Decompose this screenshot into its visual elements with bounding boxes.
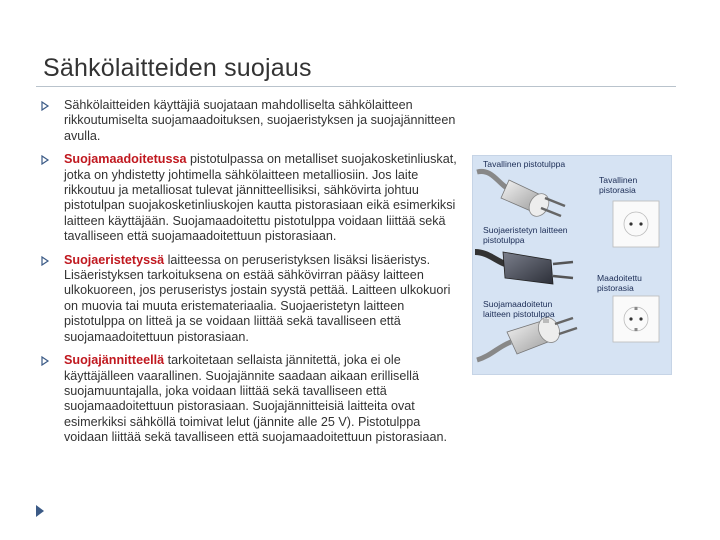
- label-grounded-plug-line2: laitteen pistotulppa: [483, 309, 555, 319]
- bullet-arrow-icon: [40, 356, 50, 366]
- bullet-list: [36, 98, 466, 454]
- bullet-item: [36, 152, 466, 244]
- bullet-text: pistotulpassa on metalliset suojakosketinliuskat, jotka on yhdistetty johtimella sähkölaitteen metalliosiin. Jos laite rikkoutuu ja metalliosat tulevat jännitteellisiksi, sähkövirta johtuu pistotulpan suojakosketinliuskojen kautta pistorasiaan eikä esimerkiksi laitteen käyttäjään. Suojamaadoitettu pistotulppa voidaan liittää sekä tavalliseen että suojamaadoitettuun pistorasiaan.: [64, 152, 457, 244]
- title-divider: [36, 86, 676, 87]
- bullet-bold-term: Suojajännitteellä: [64, 353, 165, 368]
- bullet-bold-term: Suojamaadoitetussa: [64, 152, 187, 167]
- bullet-arrow-icon: [40, 256, 50, 266]
- bullet-arrow-icon: [40, 101, 50, 111]
- grounded-socket-icon: [613, 296, 659, 342]
- label-regular-plug: Tavallinen pistotulppa: [483, 159, 566, 169]
- regular-plug-icon: [477, 171, 565, 219]
- bullet-arrow-icon: [40, 155, 50, 165]
- slide-marker-icon: [34, 504, 46, 518]
- slide-title: Sähkölaitteiden suojaus: [43, 54, 312, 82]
- bullet-item: [36, 253, 466, 345]
- plug-socket-illustration: [472, 155, 672, 375]
- label-grounded-socket: Maadoitettu pistorasia: [597, 273, 642, 293]
- label-regular-socket: Tavallinen pistorasia: [599, 175, 638, 195]
- insulated-plug-icon: [475, 252, 573, 284]
- bullet-item: [36, 98, 466, 144]
- bullet-text: Sähkölaitteiden käyttäjiä suojataan mahdolliselta sähkölaitteen rikkoutumiselta suojamaadoituksen, suojaeristyksen ja suojajännitteen avulla.: [64, 98, 456, 143]
- label-insulated-plug-line2: pistotulppa: [483, 235, 525, 245]
- bullet-item: [36, 353, 466, 445]
- bullet-bold-term: Suojaeristetyssä: [64, 252, 165, 267]
- bullet-text: laitteessa on peruseristyksen lisäksi lisäeristys. Lisäeristyksen tarkoituksena on estää sähkövirran pääsy laitteen ulkokuoreen, jos peruseristys jostain syystä pettää. Laitteen ulkokuori on muovia tai muuta eristemateriaalia. Suojaeristetyn laitteen pistotulppa on litteä ja se voidaan liittää sekä tavalliseen että suojamaadoitettuun pistorasiaan.: [64, 252, 451, 344]
- regular-socket-icon: [613, 201, 659, 247]
- grounded-plug-icon: [477, 314, 577, 360]
- label-insulated-plug-line1: Suojaeristetyn laitteen: [483, 225, 568, 235]
- label-grounded-plug-line1: Suojamaadoitetun: [483, 299, 553, 309]
- bullet-text: tarkoitetaan sellaista jännitettä, joka ei ole käyttäjälleen vaarallinen. Suojajännite saadaan aikaan erillisellä suojamuuntajalla, joka voidaan liittää sekä tavalliseen että suojamaadoitettuun pistorasiaan. Suojajännitteisiä laitteita ovat esimerkiksi sähköllä toimivat lelut (jännite alle 25 V). Pistotulppa voidaan liittää sekä tavalliseen että suojamaadoitettuun pistorasiaan.: [64, 353, 447, 445]
